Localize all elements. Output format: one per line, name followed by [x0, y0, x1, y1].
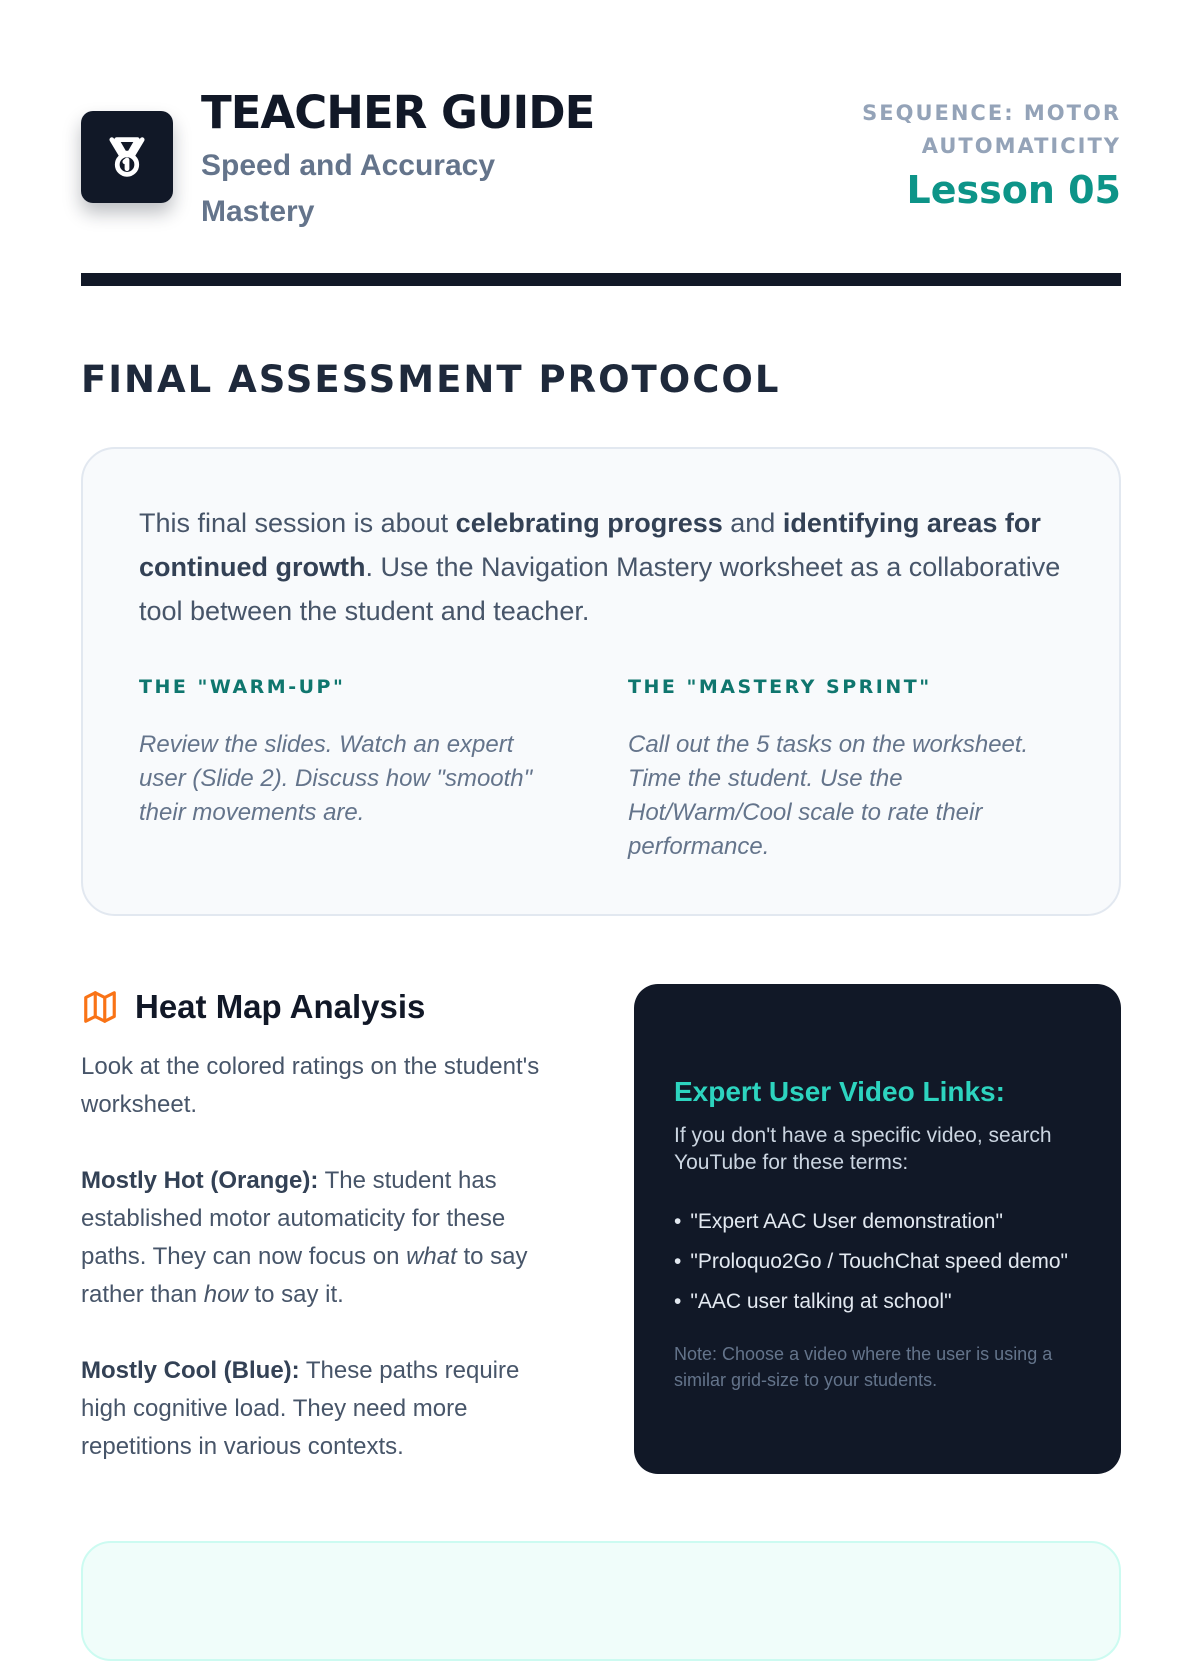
video-links-description: If you don't have a specific video, search YouTube for these terms:: [674, 1124, 1052, 1174]
map-icon: [81, 987, 121, 1027]
sequence-label: SEQUENCE: MOTOR AUTOMATICITY: [862, 101, 1121, 158]
list-item: • "AAC user talking at school": [674, 1282, 1094, 1322]
warmup-column: [139, 673, 559, 830]
mastery-sprint-text: Call out the 5 tasks on the worksheet. Time the student. Use the Hot/Warm/Cool scale to rate their performance.: [628, 731, 1029, 860]
warmup-heading: THE "WARM-UP": [139, 676, 346, 698]
list-item: • "Expert AAC User demonstration": [674, 1202, 1094, 1242]
heat-map-section: [81, 985, 571, 1466]
warmup-text: Review the slides. Watch an expert user (Slide 2). Discuss how "smooth" their movements are.: [139, 731, 533, 826]
mastery-sprint-heading: THE "MASTERY SPRINT": [628, 676, 932, 698]
page-header: [81, 85, 1121, 235]
lesson-number: Lesson 05: [906, 168, 1121, 212]
video-search-terms: [674, 1202, 1094, 1322]
protocol-card: [81, 447, 1121, 916]
hot-rating-text: Mostly Hot (Orange): The student has established motor automaticity for these paths. They can now focus on what to say rather than how to say it.: [81, 1167, 528, 1308]
video-links-panel: [634, 984, 1121, 1474]
list-item: • "Proloquo2Go / TouchChat speed demo": [674, 1242, 1094, 1282]
section-title: FINAL ASSESSMENT PROTOCOL: [81, 358, 781, 401]
heat-map-header: [81, 985, 571, 1029]
medal-icon: [81, 111, 173, 203]
page-subtitle: Speed and Accuracy Mastery: [201, 149, 496, 228]
page-title: TEACHER GUIDE: [201, 86, 595, 139]
heat-map-intro: Look at the colored ratings on the student's worksheet.: [81, 1053, 540, 1118]
cool-rating-text: Mostly Cool (Blue): These paths require high cognitive load. They need more repetitions in various contexts.: [81, 1357, 520, 1460]
protocol-intro: This final session is about celebrating progress and identifying areas for continued growth. Use the Navigation Mastery worksheet as a collaborative tool between the student and teacher.: [139, 508, 1061, 626]
next-section-card: [81, 1541, 1121, 1661]
header-divider: [81, 273, 1121, 286]
video-links-title: Expert User Video Links:: [674, 1076, 1005, 1107]
heat-map-title: Heat Map Analysis: [135, 988, 426, 1025]
video-note: Note: Choose a video where the user is using a similar grid-size to your students.: [674, 1344, 1053, 1390]
mastery-sprint-column: [628, 673, 1048, 864]
